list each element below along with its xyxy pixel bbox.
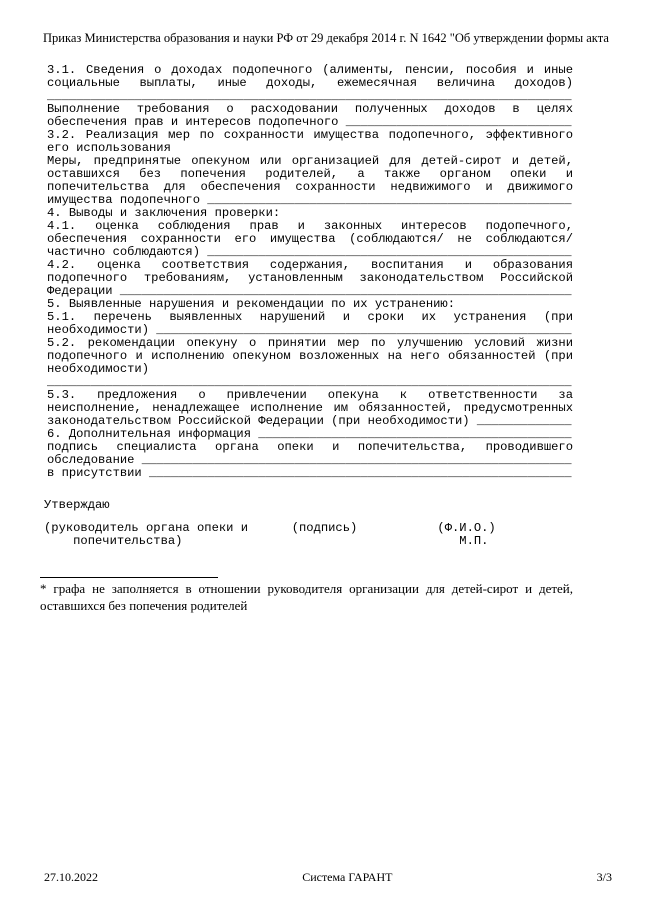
form-line: 4.1. оценка соблюдения прав и законных интересов подопечного,	[47, 219, 573, 233]
form-line: Меры, предпринятые опекуном или организацией для детей-сирот и детей,	[47, 154, 573, 168]
form-line: 4.2. оценка соответствия содержания, воспитания и образования	[47, 258, 573, 272]
form-line: имущества подопечного __________________________________________________	[47, 194, 572, 207]
footnote-rule	[40, 577, 218, 578]
form-line: обеспечения прав и интересов подопечного _______________________________	[47, 116, 572, 129]
form-line: оставшихся без попечения родителей, а также органом опеки и	[47, 167, 573, 181]
form-body	[47, 64, 573, 480]
form-line: подпись специалиста органа опеки и попечительства, проводившего	[47, 440, 573, 454]
form-line: 6. Дополнительная информация ___________________________________________	[47, 428, 572, 441]
form-line: Федерации ______________________________________________________________	[47, 285, 572, 298]
signature-roles-line: (руководитель органа опеки и (подпись) (Ф.И.О.)	[44, 521, 496, 535]
form-line: ________________________________________________________________________	[47, 90, 572, 103]
form-line: обеспечения сохранности его имущества (соблюдаются/ не соблюдаются/	[47, 232, 573, 246]
form-line: ________________________________________________________________________	[47, 376, 572, 389]
document-footer	[44, 870, 612, 885]
footnote-line: оставшихся без попечения родителей	[40, 598, 248, 613]
footnote	[40, 580, 573, 614]
footer-system-name: Система ГАРАНТ	[302, 870, 393, 884]
form-line: неисполнение, ненадлежащее исполнение им обязанностей, предусмотренных	[47, 401, 573, 415]
form-line: 5.3. предложения о привлечении опекуна к ответственности за	[47, 388, 573, 402]
approval-block	[44, 499, 574, 548]
approval-heading: Утверждаю	[44, 498, 110, 512]
form-line: необходимости)	[47, 363, 149, 376]
form-line: 5. Выявленные нарушения и рекомендации по их устранению:	[47, 298, 455, 311]
form-line: обследование ___________________________________________________________	[47, 454, 572, 467]
footnote-line: * графа не заполняется в отношении руководителя организации для детей-сирот и детей,	[40, 581, 573, 596]
form-line: подопечного требованиям, установленным законодательством Российской	[47, 271, 573, 285]
footer-date: 27.10.2022	[44, 870, 98, 884]
form-line: 5.2. рекомендации опекуну о принятии мер по улучшению условий жизни	[47, 336, 573, 350]
form-line: законодательством Российской Федерации (при необходимости) _____________	[47, 415, 572, 428]
form-line: социальные выплаты, иные доходы, ежемесячная величина доходов)	[47, 76, 573, 90]
signature-stamp-line: попечительства) М.П.	[44, 534, 489, 548]
form-lines	[47, 64, 573, 480]
form-line: его использования	[47, 142, 171, 155]
form-line: Выполнение требования о расходовании полученных доходов в целях	[47, 102, 573, 116]
form-line: частично соблюдаются) __________________________________________________	[47, 246, 572, 259]
form-line: в присутствии __________________________________________________________	[47, 467, 572, 480]
form-line: 5.1. перечень выявленных нарушений и сроки их устранения (при	[47, 310, 573, 324]
signature-rows	[44, 522, 574, 548]
form-line: 3.1. Сведения о доходах подопечного (алименты, пенсии, пособия и иные	[47, 63, 573, 77]
form-line: попечительства для обеспечения сохранности недвижимого и движимого	[47, 180, 573, 194]
form-line: подопечного и исполнению опекуном возложенных на него обязанностей (при	[47, 349, 573, 363]
footer-page-number: 3/3	[596, 870, 612, 884]
form-line: необходимости) _________________________________________________________	[47, 324, 572, 337]
form-line: 4. Выводы и заключения проверки:	[47, 207, 281, 220]
document-header: Приказ Министерства образования и науки РФ от 29 декабря 2014 г. N 1642 "Об утверждении формы акта	[43, 31, 609, 45]
form-line: 3.2. Реализация мер по сохранности имущества подопечного, эффективного	[47, 128, 573, 142]
